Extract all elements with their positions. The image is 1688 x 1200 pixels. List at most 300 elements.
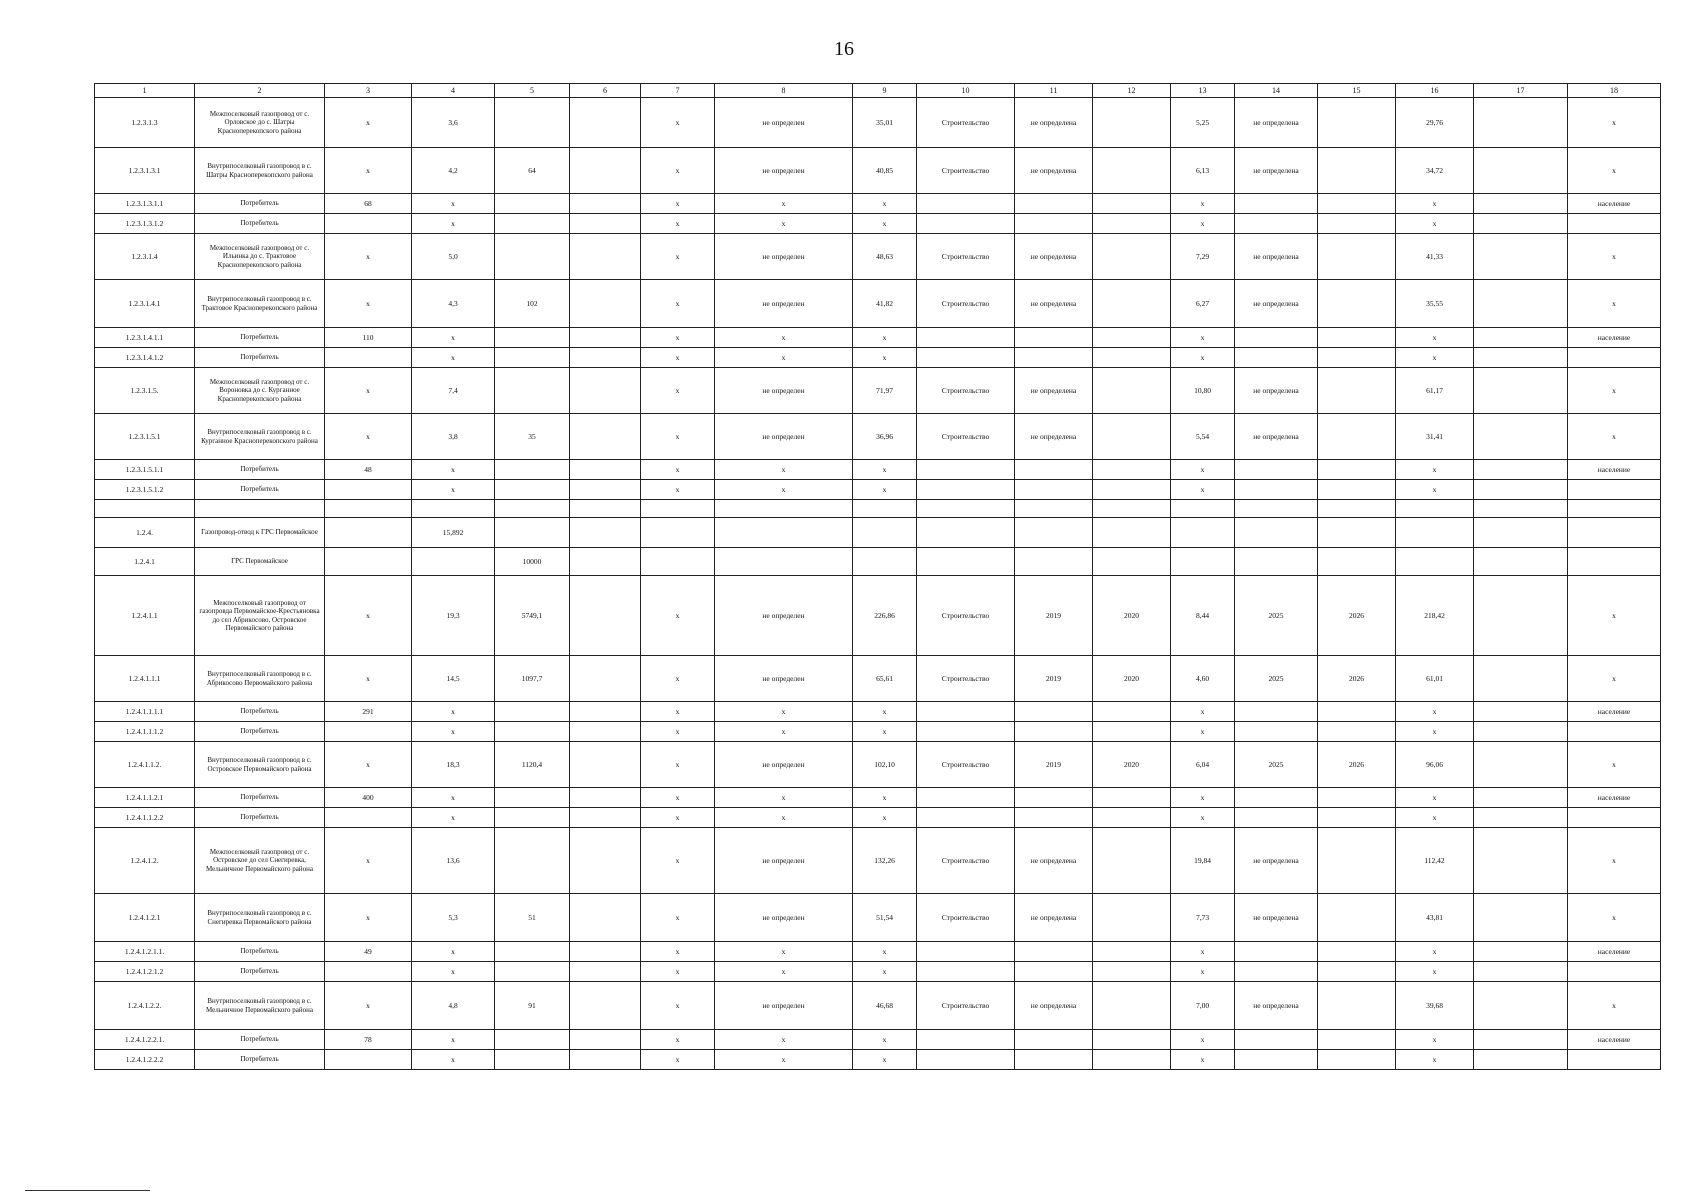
table-cell [1093, 280, 1171, 328]
table-cell [325, 480, 412, 500]
table-cell: 1.2.4.1.2.2.2 [95, 1050, 195, 1070]
table-cell: 2025 [1235, 656, 1318, 702]
table-cell [1093, 148, 1171, 194]
table-cell [1235, 518, 1318, 548]
table-cell [1568, 808, 1661, 828]
column-number-cell: 12 [1093, 84, 1171, 98]
table-cell [1093, 548, 1171, 576]
table-cell: 13,6 [412, 828, 495, 894]
table-cell: не определена [1015, 98, 1093, 148]
table-cell: Внутрипоселковый газопровод в с. Трактовое Красноперекопского района [195, 280, 325, 328]
table-cell [1093, 234, 1171, 280]
table-cell [570, 414, 641, 460]
table-cell: х [641, 214, 715, 234]
table-cell: 6,27 [1171, 280, 1235, 328]
table-row [95, 942, 1661, 962]
table-cell: 1.2.4.1.2.1.1. [95, 942, 195, 962]
table-cell: х [1396, 702, 1474, 722]
table-row [95, 576, 1661, 656]
table-cell [1093, 722, 1171, 742]
table-cell [1015, 702, 1093, 722]
table-cell [1474, 328, 1568, 348]
column-number-cell: 4 [412, 84, 495, 98]
table-cell: х [1171, 962, 1235, 982]
table-cell: х [715, 348, 853, 368]
table-cell: х [715, 722, 853, 742]
table-cell [570, 500, 641, 518]
table-cell [1568, 480, 1661, 500]
table-cell [1474, 500, 1568, 518]
table-cell: х [1171, 808, 1235, 828]
table-cell [1171, 548, 1235, 576]
table-cell [1093, 808, 1171, 828]
table-cell [570, 148, 641, 194]
table-cell: Строительство [917, 234, 1015, 280]
table-cell: не определена [1235, 234, 1318, 280]
table-cell: 15,892 [412, 518, 495, 548]
table-cell [1318, 500, 1396, 518]
table-cell: 41,33 [1396, 234, 1474, 280]
table-cell: 1.2.4.1.2.2.1. [95, 1030, 195, 1050]
table-cell [1015, 1030, 1093, 1050]
table-row [95, 348, 1661, 368]
table-cell: 2020 [1093, 576, 1171, 656]
table-cell: х [641, 194, 715, 214]
table-cell: не определена [1235, 280, 1318, 328]
table-cell [495, 368, 570, 414]
table-cell [1474, 828, 1568, 894]
table-cell: 2026 [1318, 656, 1396, 702]
table-cell: х [715, 808, 853, 828]
table-cell: 3,6 [412, 98, 495, 148]
table-cell [570, 982, 641, 1030]
table-cell: Межпоселковый газопровод от с. Островское до сел Снегиревка, Мельничное Первомайского района [195, 828, 325, 894]
table-cell: х [641, 98, 715, 148]
table-cell: 78 [325, 1030, 412, 1050]
table-cell: Потребитель [195, 808, 325, 828]
table-cell [1093, 828, 1171, 894]
table-row [95, 1030, 1661, 1050]
table-cell [1015, 480, 1093, 500]
table-cell: Внутрипоселковый газопровод в с. Островское Первомайского района [195, 742, 325, 788]
table-cell: не определена [1235, 368, 1318, 414]
table-cell: х [641, 414, 715, 460]
table-cell: х [853, 722, 917, 742]
table-cell [495, 942, 570, 962]
column-number-cell: 6 [570, 84, 641, 98]
table-cell: х [715, 942, 853, 962]
table-cell [1093, 962, 1171, 982]
table-cell: х [715, 1030, 853, 1050]
table-cell: 1.2.4.1.1.1.2 [95, 722, 195, 742]
table-cell: х [715, 788, 853, 808]
table-cell: 19,84 [1171, 828, 1235, 894]
table-cell: Межпоселковый газопровод от газопровда Первомайское-Крестьяновка до сел Абрикосово, Островское Первомайского района [195, 576, 325, 656]
table-cell [1474, 1050, 1568, 1070]
table-cell [412, 500, 495, 518]
table-cell: х [641, 722, 715, 742]
table-cell [1015, 518, 1093, 548]
table-cell [570, 576, 641, 656]
table-cell [570, 98, 641, 148]
table-cell: х [715, 1050, 853, 1070]
table-cell [1318, 894, 1396, 942]
table-cell [917, 194, 1015, 214]
table-cell: не определена [1015, 280, 1093, 328]
table-cell [1015, 808, 1093, 828]
table-cell [1474, 480, 1568, 500]
table-cell: Строительство [917, 894, 1015, 942]
table-cell: 1.2.4.1.1.2.2 [95, 808, 195, 828]
column-number-cell: 3 [325, 84, 412, 98]
table-cell: Внутрипоселковый газопровод в с. Курганное Красноперекопского района [195, 414, 325, 460]
table-cell [1318, 962, 1396, 982]
table-cell [495, 98, 570, 148]
table-cell: 1.2.4.1 [95, 548, 195, 576]
table-cell [1093, 348, 1171, 368]
table-cell [570, 480, 641, 500]
table-row [95, 894, 1661, 942]
table-row [95, 656, 1661, 702]
table-cell: х [853, 460, 917, 480]
table-cell: 1.2.4.1.1.1.1 [95, 702, 195, 722]
table-cell: 7,29 [1171, 234, 1235, 280]
table-cell: 1.2.3.1.3 [95, 98, 195, 148]
table-cell [1318, 1030, 1396, 1050]
table-cell: 5,3 [412, 894, 495, 942]
table-cell [325, 518, 412, 548]
table-cell: 2020 [1093, 742, 1171, 788]
table-cell [1093, 982, 1171, 1030]
table-cell: Потребитель [195, 348, 325, 368]
table-cell: х [1396, 480, 1474, 500]
table-cell [570, 742, 641, 788]
table-cell [1093, 194, 1171, 214]
table-cell [1396, 518, 1474, 548]
table-cell [495, 1050, 570, 1070]
table-cell: 1.2.3.1.3.1.1 [95, 194, 195, 214]
table-cell [1093, 500, 1171, 518]
table-cell: х [641, 328, 715, 348]
table-cell [1015, 722, 1093, 742]
table-cell [1318, 702, 1396, 722]
table-cell: х [1171, 348, 1235, 368]
table-cell [570, 828, 641, 894]
table-cell: х [641, 1030, 715, 1050]
table-cell: 1097,7 [495, 656, 570, 702]
table-cell [495, 828, 570, 894]
table-cell: 36,96 [853, 414, 917, 460]
table-cell [1015, 214, 1093, 234]
table-cell: население [1568, 942, 1661, 962]
table-row [95, 280, 1661, 328]
table-cell [325, 1050, 412, 1070]
table-cell: х [412, 1050, 495, 1070]
table-cell [570, 788, 641, 808]
table-cell: 2019 [1015, 576, 1093, 656]
table-cell: 61,01 [1396, 656, 1474, 702]
table-cell: х [641, 234, 715, 280]
table-cell [1474, 460, 1568, 480]
table-cell: 5,25 [1171, 98, 1235, 148]
table-cell [570, 460, 641, 480]
table-cell [1235, 214, 1318, 234]
table-cell [1235, 942, 1318, 962]
table-cell [1318, 368, 1396, 414]
table-cell [1474, 234, 1568, 280]
table-cell [570, 348, 641, 368]
table-cell: 132,26 [853, 828, 917, 894]
table-cell [917, 480, 1015, 500]
table-cell: х [325, 234, 412, 280]
table-cell: 400 [325, 788, 412, 808]
table-cell: 14,5 [412, 656, 495, 702]
table-cell [1474, 982, 1568, 1030]
table-cell [917, 500, 1015, 518]
table-cell: 1.2.4. [95, 518, 195, 548]
table-cell: 291 [325, 702, 412, 722]
table-cell [1093, 788, 1171, 808]
table-cell: не определена [1015, 894, 1093, 942]
table-cell [1318, 808, 1396, 828]
table-cell: 1.2.3.1.5. [95, 368, 195, 414]
table-cell [1093, 214, 1171, 234]
table-cell: Строительство [917, 828, 1015, 894]
table-cell: Потребитель [195, 214, 325, 234]
table-cell [917, 808, 1015, 828]
table-cell [1474, 962, 1568, 982]
table-cell: 96,06 [1396, 742, 1474, 788]
table-cell: х [412, 348, 495, 368]
table-cell: х [853, 702, 917, 722]
table-cell: 2019 [1015, 656, 1093, 702]
table-cell: х [1171, 1030, 1235, 1050]
table-cell: 68 [325, 194, 412, 214]
table-cell [853, 518, 917, 548]
table-cell: х [641, 942, 715, 962]
table-cell [1235, 788, 1318, 808]
table-cell [917, 1030, 1015, 1050]
table-cell: Потребитель [195, 480, 325, 500]
table-cell [325, 214, 412, 234]
table-cell: х [1396, 788, 1474, 808]
table-cell: х [412, 722, 495, 742]
table-cell [1568, 214, 1661, 234]
table-cell: Строительство [917, 742, 1015, 788]
table-cell: х [412, 962, 495, 982]
table-cell: 2026 [1318, 742, 1396, 788]
table-cell [570, 894, 641, 942]
table-cell: 41,82 [853, 280, 917, 328]
table-cell: 48 [325, 460, 412, 480]
table-cell: х [1568, 414, 1661, 460]
table-cell: 2025 [1235, 742, 1318, 788]
column-number-cell: 13 [1171, 84, 1235, 98]
table-cell: 10,80 [1171, 368, 1235, 414]
table-cell [917, 962, 1015, 982]
table-cell [1568, 962, 1661, 982]
table-cell: 1.2.3.1.3.1.2 [95, 214, 195, 234]
table-cell [1015, 962, 1093, 982]
table-cell: 18,3 [412, 742, 495, 788]
table-cell [1474, 576, 1568, 656]
table-cell [495, 234, 570, 280]
table-cell: 34,72 [1396, 148, 1474, 194]
table-cell: 218,42 [1396, 576, 1474, 656]
table-cell: Строительство [917, 280, 1015, 328]
table-cell: х [1568, 280, 1661, 328]
table-row [95, 788, 1661, 808]
table-row [95, 828, 1661, 894]
table-cell [570, 942, 641, 962]
table-cell [1015, 788, 1093, 808]
table-cell: х [641, 982, 715, 1030]
table-cell [917, 214, 1015, 234]
table-cell [853, 500, 917, 518]
table-cell [1015, 348, 1093, 368]
table-cell: не определен [715, 982, 853, 1030]
table-cell [412, 548, 495, 576]
table-cell [1396, 548, 1474, 576]
table-cell [570, 518, 641, 548]
table-row [95, 548, 1661, 576]
table-cell [570, 194, 641, 214]
table-cell [570, 368, 641, 414]
table-cell [1015, 460, 1093, 480]
table-cell: 19,3 [412, 576, 495, 656]
table-cell [1318, 480, 1396, 500]
table-cell [1235, 548, 1318, 576]
table-cell: 1.2.4.1.1 [95, 576, 195, 656]
table-cell [1318, 214, 1396, 234]
table-cell [570, 234, 641, 280]
table-cell: Потребитель [195, 702, 325, 722]
column-number-cell: 2 [195, 84, 325, 98]
table-row [95, 722, 1661, 742]
table-cell [495, 480, 570, 500]
table-cell: х [1396, 460, 1474, 480]
table-cell: х [641, 962, 715, 982]
table-cell: 1120,4 [495, 742, 570, 788]
table-cell: 1.2.3.1.5.1 [95, 414, 195, 460]
table-cell: 5,54 [1171, 414, 1235, 460]
column-number-cell: 11 [1015, 84, 1093, 98]
table-cell: не определен [715, 368, 853, 414]
table-cell: х [853, 808, 917, 828]
table-cell [1093, 368, 1171, 414]
table-cell: 102,10 [853, 742, 917, 788]
table-cell: х [325, 576, 412, 656]
table-cell: Внутрипоселковый газопровод в с. Шатры Красноперекопского района [195, 148, 325, 194]
table-cell [917, 788, 1015, 808]
table-cell: 1.2.4.1.1.1 [95, 656, 195, 702]
table-cell: население [1568, 788, 1661, 808]
footnote-divider [25, 1190, 150, 1191]
table-cell: 35,55 [1396, 280, 1474, 328]
table-cell: х [412, 1030, 495, 1050]
table-cell [1474, 348, 1568, 368]
table-row [95, 742, 1661, 788]
table-cell [1171, 500, 1235, 518]
table-cell [570, 962, 641, 982]
table-cell [1474, 214, 1568, 234]
table-cell [1318, 788, 1396, 808]
table-cell: х [641, 368, 715, 414]
table-cell: не определена [1235, 982, 1318, 1030]
table-cell [495, 788, 570, 808]
table-row [95, 148, 1661, 194]
table-cell: х [1568, 234, 1661, 280]
table-cell: 49 [325, 942, 412, 962]
table-row [95, 962, 1661, 982]
table-cell [1093, 98, 1171, 148]
table-cell [1318, 942, 1396, 962]
table-cell [1474, 98, 1568, 148]
table-cell [917, 348, 1015, 368]
table-row [95, 460, 1661, 480]
table-cell [495, 702, 570, 722]
table-cell: х [853, 480, 917, 500]
table-cell: х [325, 148, 412, 194]
table-cell [570, 656, 641, 702]
column-number-cell: 1 [95, 84, 195, 98]
table-cell: х [1396, 214, 1474, 234]
table-cell: 7,73 [1171, 894, 1235, 942]
table-cell: х [1171, 702, 1235, 722]
column-number-cell: 5 [495, 84, 570, 98]
table-cell [917, 1050, 1015, 1070]
table-cell: х [325, 828, 412, 894]
table-cell [1474, 702, 1568, 722]
table-cell: х [1396, 348, 1474, 368]
table-cell: 7,4 [412, 368, 495, 414]
table-cell: х [641, 788, 715, 808]
table-cell [570, 722, 641, 742]
table-cell [1235, 722, 1318, 742]
table-cell: 4,2 [412, 148, 495, 194]
table-cell: 2019 [1015, 742, 1093, 788]
table-cell: Строительство [917, 414, 1015, 460]
table-cell [1093, 328, 1171, 348]
table-cell [917, 548, 1015, 576]
table-cell: 35 [495, 414, 570, 460]
table-cell [95, 500, 195, 518]
table-body [95, 84, 1661, 1070]
table-cell: х [412, 808, 495, 828]
table-cell [1015, 942, 1093, 962]
table-cell: х [1171, 722, 1235, 742]
table-cell: не определена [1015, 982, 1093, 1030]
column-number-cell: 18 [1568, 84, 1661, 98]
table-cell: х [853, 788, 917, 808]
table-cell: Потребитель [195, 1050, 325, 1070]
table-cell: Потребитель [195, 460, 325, 480]
table-cell: х [715, 328, 853, 348]
table-cell: Строительство [917, 148, 1015, 194]
table-cell [325, 548, 412, 576]
table-cell: 51 [495, 894, 570, 942]
table-cell [1318, 982, 1396, 1030]
table-cell: не определена [1015, 234, 1093, 280]
table-cell [715, 518, 853, 548]
table-row [95, 214, 1661, 234]
table-cell: 1.2.3.1.4 [95, 234, 195, 280]
table-row [95, 328, 1661, 348]
table-cell: 4,8 [412, 982, 495, 1030]
table-cell [1474, 414, 1568, 460]
table-cell [1093, 942, 1171, 962]
table-cell [1474, 148, 1568, 194]
